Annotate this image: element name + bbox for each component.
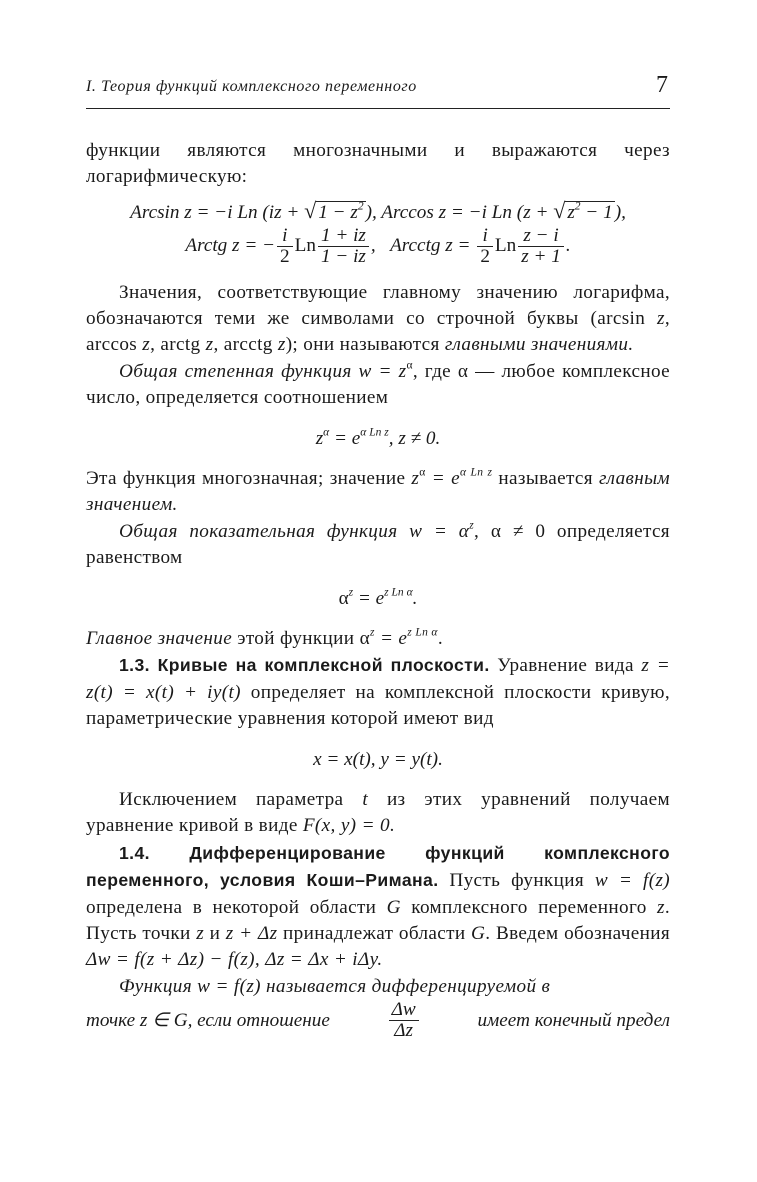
page-body	[86, 138, 670, 1042]
definition-last-line: точке z ∈ G, если отношение $\frac{\Delta w}{\Delta z}$ имеет конечный предел	[86, 999, 670, 1042]
section-title: 1.3. Кривые на комплексной плоскости.	[119, 655, 490, 676]
fraction: $\frac{z - i}{z + 1}$	[518, 226, 564, 267]
equation-exponential: $\alpha^z = e^{z Ln \alpha}$.	[338, 585, 418, 609]
fraction: $\frac{i}{2}$	[277, 226, 293, 267]
paragraph-curve-equation: Исключением параметра t из этих уравнений получаем уравнение кривой в виде F(x, y) = 0.	[86, 789, 670, 837]
paragraph-principal-values: Значения, соответствующие главному значению логарифма, обозначаются теми же символами со строчной буквы (arcsin z, arccos z, arctg z, arcctg z); они называются главными значениями.	[86, 281, 670, 356]
header-rule	[86, 108, 670, 109]
fraction: $\frac{1 + iz}{1 - iz}$	[318, 226, 369, 267]
paragraph-principal-exponential: Главное значение этой функции $\alpha^z = e^{z Ln \alpha}$.	[86, 626, 443, 649]
equation-power: $z^\alpha = e^{\alpha Ln z}$, z ≠ 0.	[315, 425, 441, 449]
section-1-4: 1.4. Дифференцирование функций комплексного переменного, условия Коши–Римана. Пусть функция w = f(z) определена в некоторой области G комплексного переменного z. Пусть точки z и z + Δz принадлежат области G. Введем обозначения Δw = f(z + Δz) − f(z), Δz = Δx + iΔy.	[86, 842, 670, 971]
section-1-3: 1.3. Кривые на комплексной плоскости. Уравнение вида z = z(t) = x(t) + iy(t) определяет на комплексной плоскости кривую, параметрические уравнения которой имеют вид	[86, 655, 670, 730]
paragraph-differentiable-definition: Функция w = f(z) называется дифференцируемой в	[119, 975, 551, 997]
equation-parametric: x = x(t), y = y(t).	[313, 748, 443, 770]
page-header	[86, 72, 670, 108]
fraction-dw-dz: $\frac{\Delta w}{\Delta z}$	[389, 1000, 419, 1041]
section-title: 1.4. Дифференцирование функций комплексного переменного, условия Коши–Римана.	[86, 842, 670, 891]
equation-arctg-arcctg: Arctg z = − $\frac{i}{2}$ Ln $\frac{1 + iz}{1 - iz}$ , Arcctg z = $\frac{i}{2}$ Ln $\frac{z - i}{z + 1}$ .	[185, 225, 571, 268]
paragraph-multivalued: Эта функция многозначная; значение $z^\alpha = e^{\alpha Ln z}$ называется главным значением.	[86, 466, 671, 516]
paragraph-intro: функции являются многозначными и выражаются через логарифмическую:	[86, 140, 670, 188]
paragraph-power-function: Общая степенная функция $w = z^\alpha$, где α — любое комплексное число, определяется соотношением	[86, 359, 670, 409]
paragraph-exponential-function: Общая показательная функция $w = \alpha^z$, α ≠ 0 определяется равенством	[86, 519, 670, 569]
page-number: 7	[656, 72, 668, 98]
equation-arcsin-arccos: Arcsin z = −i Ln (iz + √ $1 - z^2$ ), Arccos z = −i Ln (z + √ $z^2 - 1$ ),	[130, 197, 626, 223]
fraction: $\frac{i}{2}$	[477, 226, 493, 267]
running-title: I. Теория функций комплексного переменного	[86, 78, 417, 95]
sqrt-sign: √	[304, 197, 317, 223]
sqrt-sign: √	[553, 197, 566, 223]
